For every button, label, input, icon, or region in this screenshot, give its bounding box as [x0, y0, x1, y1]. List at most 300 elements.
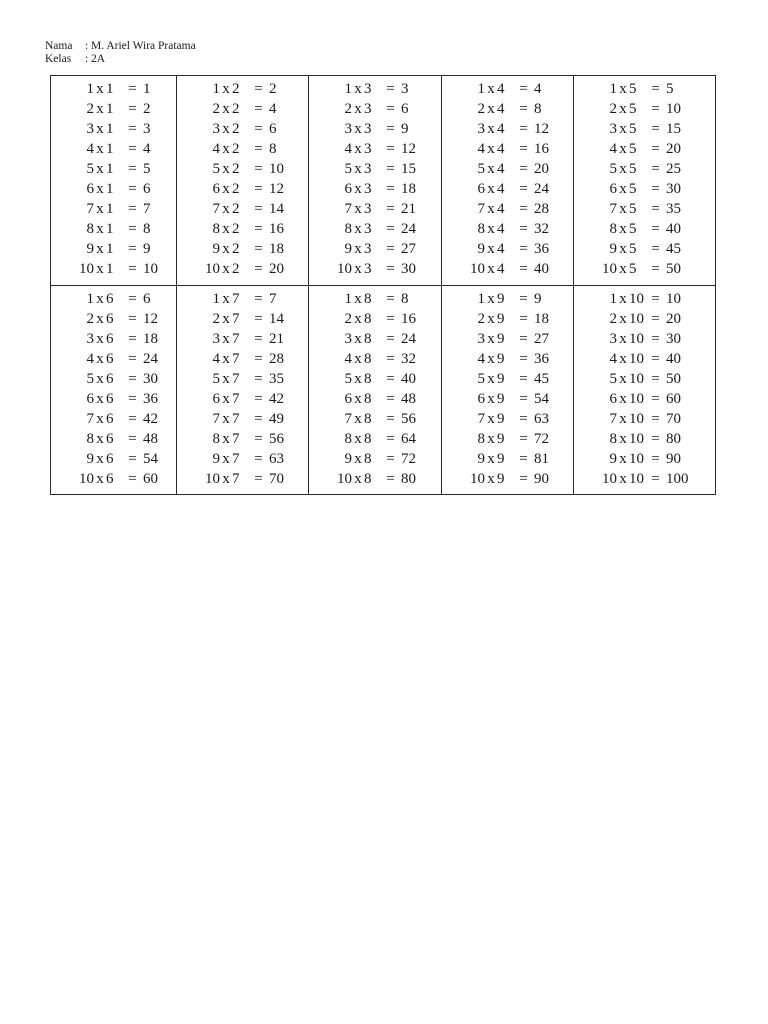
product: 7 [143, 201, 151, 217]
times-sign: x [354, 430, 362, 447]
multiplier: 4 [497, 121, 505, 137]
product: 32 [401, 350, 416, 367]
product: 9 [401, 121, 409, 137]
times-sign: x [619, 101, 627, 117]
multiplier: 7 [232, 450, 240, 467]
multiplier: 8 [364, 390, 372, 407]
operand: 7 [344, 201, 352, 217]
times-sign: x [354, 201, 362, 217]
times-sign: x [487, 290, 495, 307]
times-sign: x [619, 241, 627, 257]
operand: 7 [477, 201, 485, 217]
multiplier: 10 [629, 430, 644, 447]
times-sign: x [96, 470, 104, 487]
times-sign: x [222, 410, 230, 427]
multiplier: 8 [364, 310, 372, 327]
product: 25 [666, 161, 681, 177]
equation-line [309, 389, 441, 409]
multiplier: 2 [232, 221, 240, 237]
multiplier: 6 [106, 330, 114, 347]
product: 56 [269, 430, 284, 447]
operand: 5 [344, 161, 352, 177]
multiplier: 7 [232, 350, 240, 367]
times-sign: x [354, 330, 362, 347]
product: 14 [269, 201, 284, 217]
table-cell [574, 285, 716, 495]
class-label: Kelas [45, 53, 72, 65]
product: 45 [666, 241, 681, 257]
equation-line [177, 349, 308, 369]
times-sign: x [354, 161, 362, 177]
equals-sign: = [254, 241, 263, 257]
equation-line [574, 449, 715, 469]
equals-sign: = [386, 181, 395, 197]
multiplier: 5 [629, 181, 637, 197]
equation-line [309, 219, 441, 239]
equals-sign: = [386, 470, 395, 487]
multiplier: 1 [106, 141, 114, 157]
times-sign: x [222, 141, 230, 157]
product: 4 [143, 141, 151, 157]
times-sign: x [222, 121, 230, 137]
multiplier: 2 [232, 201, 240, 217]
operand: 8 [86, 221, 94, 237]
product: 16 [401, 310, 416, 327]
equation-line [177, 409, 308, 429]
product: 64 [401, 430, 416, 447]
equals-sign: = [651, 370, 660, 387]
product: 9 [534, 290, 542, 307]
operand: 10 [602, 261, 617, 277]
times-sign: x [487, 241, 495, 257]
times-block-5 [574, 79, 715, 279]
multiplier: 1 [106, 121, 114, 137]
multiplier: 9 [497, 310, 505, 327]
equation-line [51, 239, 176, 259]
multiplier: 3 [364, 121, 372, 137]
equation-line [442, 139, 573, 159]
operand: 2 [86, 310, 94, 327]
multiplier: 10 [629, 470, 644, 487]
equation-line [442, 369, 573, 389]
multiplier: 5 [629, 121, 637, 137]
multiplier: 2 [232, 141, 240, 157]
product: 60 [666, 390, 681, 407]
multiplier: 2 [232, 261, 240, 277]
multiplier: 10 [629, 370, 644, 387]
operand: 6 [344, 181, 352, 197]
product: 42 [269, 390, 284, 407]
operand: 5 [477, 370, 485, 387]
times-sign: x [619, 161, 627, 177]
equals-sign: = [519, 450, 528, 467]
operand: 2 [344, 101, 352, 117]
times-sign: x [96, 370, 104, 387]
operand: 8 [609, 221, 617, 237]
name-row [45, 40, 196, 53]
multiplier: 5 [629, 161, 637, 177]
multiplier: 3 [364, 181, 372, 197]
equation-line [309, 199, 441, 219]
operand: 6 [86, 181, 94, 197]
equation-line [309, 99, 441, 119]
times-sign: x [354, 81, 362, 97]
equation-line [177, 329, 308, 349]
operand: 6 [344, 390, 352, 407]
product: 32 [534, 221, 549, 237]
operand: 8 [212, 221, 220, 237]
times-sign: x [354, 121, 362, 137]
equation-line [442, 389, 573, 409]
equation-line [309, 179, 441, 199]
equation-line [442, 259, 573, 279]
multiplier: 9 [497, 410, 505, 427]
operand: 6 [609, 181, 617, 197]
equation-line [51, 259, 176, 279]
multiplier: 4 [497, 261, 505, 277]
operand: 1 [344, 290, 352, 307]
equation-line [442, 79, 573, 99]
product: 12 [269, 181, 284, 197]
operand: 9 [212, 241, 220, 257]
times-sign: x [487, 101, 495, 117]
multiplier: 9 [497, 350, 505, 367]
equals-sign: = [386, 201, 395, 217]
operand: 2 [477, 310, 485, 327]
times-sign: x [354, 370, 362, 387]
class-colon: : [85, 53, 89, 65]
equals-sign: = [651, 430, 660, 447]
multiplier: 4 [497, 241, 505, 257]
multiplier: 8 [364, 410, 372, 427]
equals-sign: = [519, 241, 528, 257]
product: 3 [143, 121, 151, 137]
operand: 5 [86, 370, 94, 387]
times-sign: x [487, 81, 495, 97]
multiplier: 8 [364, 470, 372, 487]
times-sign: x [354, 241, 362, 257]
times-sign: x [619, 290, 627, 307]
product: 35 [269, 370, 284, 387]
product: 15 [401, 161, 416, 177]
equation-line [177, 469, 308, 489]
operand: 7 [86, 201, 94, 217]
product: 8 [534, 101, 542, 117]
equation-line [442, 179, 573, 199]
equation-line [574, 239, 715, 259]
equation-line [177, 289, 308, 309]
operand: 7 [477, 410, 485, 427]
multiplier: 9 [497, 290, 505, 307]
times-block-2 [177, 79, 308, 279]
equation-line [309, 329, 441, 349]
operand: 3 [212, 121, 220, 137]
equals-sign: = [651, 221, 660, 237]
equals-sign: = [128, 450, 137, 467]
times-sign: x [487, 310, 495, 327]
table-cell [309, 76, 442, 286]
product: 70 [269, 470, 284, 487]
equation-line [574, 79, 715, 99]
equals-sign: = [386, 221, 395, 237]
times-sign: x [222, 310, 230, 327]
multiplier: 1 [106, 221, 114, 237]
equals-sign: = [386, 350, 395, 367]
times-sign: x [222, 390, 230, 407]
product: 80 [666, 430, 681, 447]
operand: 9 [477, 450, 485, 467]
times-sign: x [222, 101, 230, 117]
operand: 5 [344, 370, 352, 387]
times-sign: x [487, 370, 495, 387]
times-sign: x [96, 221, 104, 237]
equation-line [51, 389, 176, 409]
times-sign: x [487, 181, 495, 197]
times-sign: x [222, 470, 230, 487]
product: 20 [666, 310, 681, 327]
operand: 1 [86, 290, 94, 307]
equation-line [177, 239, 308, 259]
times-sign: x [96, 410, 104, 427]
multiplier: 10 [629, 390, 644, 407]
equation-line [51, 469, 176, 489]
equals-sign: = [386, 410, 395, 427]
times-sign: x [96, 290, 104, 307]
times-sign: x [96, 161, 104, 177]
multiplier: 3 [364, 161, 372, 177]
multiplier: 9 [497, 370, 505, 387]
operand: 7 [609, 201, 617, 217]
equation-line [51, 449, 176, 469]
times-sign: x [96, 430, 104, 447]
equation-line [309, 139, 441, 159]
product: 35 [666, 201, 681, 217]
equation-line [309, 309, 441, 329]
equation-line [51, 329, 176, 349]
equals-sign: = [519, 350, 528, 367]
times-sign: x [354, 410, 362, 427]
equals-sign: = [254, 290, 263, 307]
times-sign: x [619, 470, 627, 487]
table-row-bottom [51, 285, 716, 495]
equation-line [574, 329, 715, 349]
operand: 5 [477, 161, 485, 177]
equals-sign: = [128, 370, 137, 387]
multiplier: 10 [629, 310, 644, 327]
equation-line [309, 159, 441, 179]
equals-sign: = [128, 290, 137, 307]
product: 6 [401, 101, 409, 117]
product: 56 [401, 410, 416, 427]
times-sign: x [354, 290, 362, 307]
class-row [45, 53, 196, 66]
equals-sign: = [651, 410, 660, 427]
operand: 10 [205, 470, 220, 487]
equals-sign: = [254, 470, 263, 487]
multiplier: 2 [232, 161, 240, 177]
multiplier: 5 [629, 101, 637, 117]
equation-line [442, 309, 573, 329]
times-sign: x [619, 450, 627, 467]
multiplier: 5 [629, 201, 637, 217]
multiplier: 1 [106, 101, 114, 117]
multiplier: 8 [364, 430, 372, 447]
times-sign: x [96, 241, 104, 257]
times-sign: x [96, 121, 104, 137]
equals-sign: = [519, 261, 528, 277]
times-sign: x [354, 181, 362, 197]
multiplier: 9 [497, 450, 505, 467]
times-sign: x [222, 181, 230, 197]
product: 7 [269, 290, 277, 307]
times-sign: x [487, 470, 495, 487]
equals-sign: = [386, 101, 395, 117]
product: 72 [401, 450, 416, 467]
multiplier: 6 [106, 430, 114, 447]
multiplier: 6 [106, 310, 114, 327]
operand: 9 [344, 450, 352, 467]
equals-sign: = [128, 161, 137, 177]
equals-sign: = [254, 450, 263, 467]
multiplier: 7 [232, 430, 240, 447]
equation-line [51, 429, 176, 449]
table-cell [574, 76, 716, 286]
operand: 10 [337, 261, 352, 277]
table-cell [442, 285, 574, 495]
operand: 1 [609, 290, 617, 307]
operand: 2 [609, 101, 617, 117]
times-sign: x [619, 181, 627, 197]
equation-line [177, 429, 308, 449]
equals-sign: = [254, 161, 263, 177]
operand: 5 [609, 161, 617, 177]
student-header [45, 40, 196, 66]
equals-sign: = [128, 430, 137, 447]
name-label: Nama [45, 40, 73, 52]
equals-sign: = [386, 121, 395, 137]
equation-line [442, 449, 573, 469]
multiplier: 10 [629, 330, 644, 347]
product: 15 [666, 121, 681, 137]
operand: 4 [344, 141, 352, 157]
equals-sign: = [519, 161, 528, 177]
operand: 3 [344, 121, 352, 137]
multiplier: 9 [497, 470, 505, 487]
multiplier: 1 [106, 81, 114, 97]
product: 49 [269, 410, 284, 427]
equals-sign: = [128, 221, 137, 237]
operand: 9 [609, 450, 617, 467]
product: 90 [534, 470, 549, 487]
multiplier: 4 [497, 161, 505, 177]
equals-sign: = [254, 221, 263, 237]
operand: 10 [79, 470, 94, 487]
operand: 4 [212, 141, 220, 157]
product: 20 [666, 141, 681, 157]
multiplier: 2 [232, 241, 240, 257]
times-sign: x [619, 370, 627, 387]
equation-line [51, 289, 176, 309]
equation-line [574, 99, 715, 119]
operand: 7 [212, 410, 220, 427]
product: 70 [666, 410, 681, 427]
product: 30 [666, 181, 681, 197]
equation-line [574, 199, 715, 219]
multiplier: 3 [364, 101, 372, 117]
times-sign: x [619, 201, 627, 217]
operand: 3 [212, 330, 220, 347]
multiplier: 5 [629, 141, 637, 157]
equals-sign: = [254, 261, 263, 277]
equation-line [51, 199, 176, 219]
equation-line [177, 309, 308, 329]
multiplier: 10 [629, 350, 644, 367]
operand: 5 [212, 370, 220, 387]
name-value: M. Ariel Wira Pratama [91, 40, 196, 52]
equation-line [51, 79, 176, 99]
equation-line [51, 139, 176, 159]
operand: 6 [212, 181, 220, 197]
multiplier: 6 [106, 470, 114, 487]
product: 18 [401, 181, 416, 197]
multiplier: 6 [106, 450, 114, 467]
times-sign: x [354, 350, 362, 367]
multiplier: 4 [497, 101, 505, 117]
multiplier: 6 [106, 390, 114, 407]
equals-sign: = [254, 81, 263, 97]
times-sign: x [222, 370, 230, 387]
equals-sign: = [128, 410, 137, 427]
operand: 10 [205, 261, 220, 277]
times-sign: x [96, 101, 104, 117]
equals-sign: = [128, 330, 137, 347]
operand: 3 [609, 121, 617, 137]
multiplier: 4 [497, 221, 505, 237]
equation-line [309, 119, 441, 139]
operand: 10 [602, 470, 617, 487]
multiplier: 7 [232, 310, 240, 327]
product: 14 [269, 310, 284, 327]
product: 54 [143, 450, 158, 467]
equation-line [442, 349, 573, 369]
times-sign: x [222, 241, 230, 257]
equals-sign: = [386, 241, 395, 257]
operand: 6 [477, 390, 485, 407]
product: 20 [534, 161, 549, 177]
equals-sign: = [128, 201, 137, 217]
product: 28 [534, 201, 549, 217]
multiplier: 3 [364, 81, 372, 97]
product: 36 [143, 390, 158, 407]
product: 48 [401, 390, 416, 407]
operand: 8 [477, 430, 485, 447]
operand: 5 [609, 370, 617, 387]
equation-line [442, 159, 573, 179]
times-block-6 [51, 289, 176, 489]
times-block-1 [51, 79, 176, 279]
product: 10 [143, 261, 158, 277]
equation-line [177, 79, 308, 99]
times-sign: x [487, 121, 495, 137]
product: 9 [143, 241, 151, 257]
equals-sign: = [128, 470, 137, 487]
product: 28 [269, 350, 284, 367]
equals-sign: = [254, 310, 263, 327]
equals-sign: = [519, 410, 528, 427]
times-sign: x [619, 430, 627, 447]
table-cell [51, 285, 177, 495]
equals-sign: = [128, 141, 137, 157]
